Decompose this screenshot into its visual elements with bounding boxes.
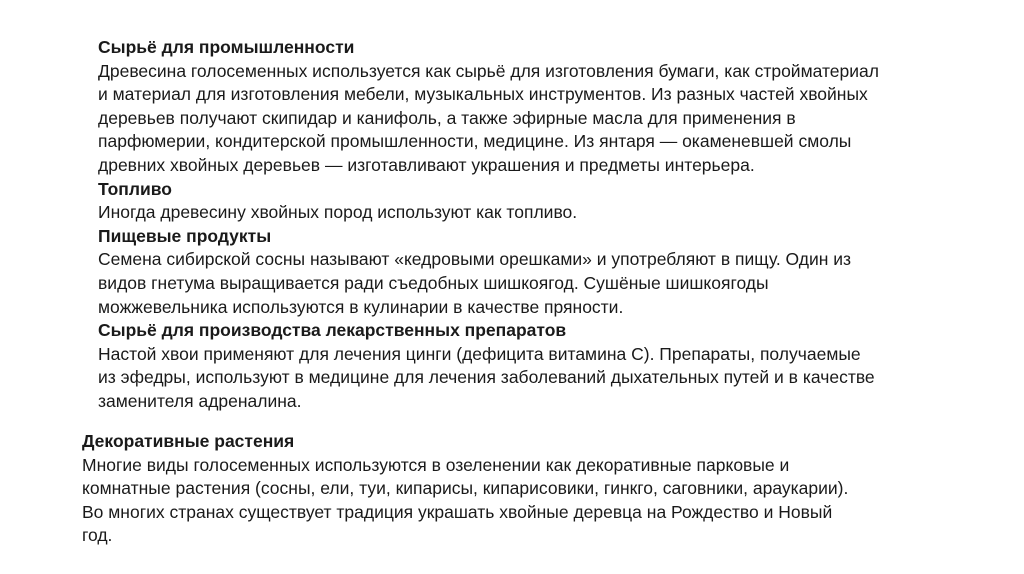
medicine-text-line: Настой хвои применяют для лечения цинги (дефицита витамина С). Препараты, получаемые (98, 343, 861, 364)
decorative-text-line: комнатные растения (сосны, ели, туи, кипарисы, кипарисовики, гинкго, саговники, араукарии). (82, 478, 849, 499)
food-text (98, 248, 978, 319)
food-text-line: можжевельника используются в кулинарии в качестве пряности. (98, 296, 624, 317)
fuel-heading: Топливо (98, 178, 172, 199)
fuel-text-line: Иногда древесину хвойных пород используют как топливо. (98, 202, 578, 223)
fuel-text (98, 201, 978, 225)
industry-text (98, 60, 978, 178)
food-text-line: видов гнетума выращивается ради съедобных шишкоягод. Сушёные шишкоягоды (98, 272, 769, 293)
food-text-line: Семена сибирской сосны называют «кедровыми орешками» и употребляют в пищу. Один из (98, 249, 852, 270)
industry-text-line: и материал для изготовления мебели, музыкальных инструментов. Из разных частей хвойных (98, 84, 868, 105)
medicine-text-line: заменителя адреналина. (98, 390, 302, 411)
uses-section (98, 36, 978, 414)
decorative-text-line: Во многих странах существует традиция украшать хвойные деревца на Рождество и Новый (82, 501, 833, 522)
decorative-section (82, 430, 962, 548)
medicine-heading: Сырьё для производства лекарственных препаратов (98, 320, 567, 341)
decorative-text (82, 454, 962, 548)
industry-heading: Сырьё для промышленности (98, 37, 355, 57)
decorative-text-line: Многие виды голосеменных используются в озеленении как декоративные парковые и (82, 454, 790, 475)
decorative-heading: Декоративные растения (82, 431, 295, 451)
industry-text-line: Древесина голосеменных используется как сырьё для изготовления бумаги, как стройматериал (98, 60, 879, 81)
industry-text-line: древних хвойных деревьев — изготавливают украшения и предметы интерьера. (98, 154, 755, 175)
food-heading: Пищевые продукты (98, 225, 272, 246)
industry-text-line: деревьев получают скипидар и канифоль, а также эфирные масла для применения в (98, 107, 796, 128)
medicine-text (98, 343, 978, 414)
decorative-text-line: год. (82, 525, 113, 546)
medicine-text-line: из эфедры, используют в медицине для лечения заболеваний дыхательных путей и в качестве (98, 367, 875, 388)
industry-text-line: парфюмерии, кондитерской промышленности, медицине. Из янтаря — окаменевшей смолы (98, 131, 852, 152)
